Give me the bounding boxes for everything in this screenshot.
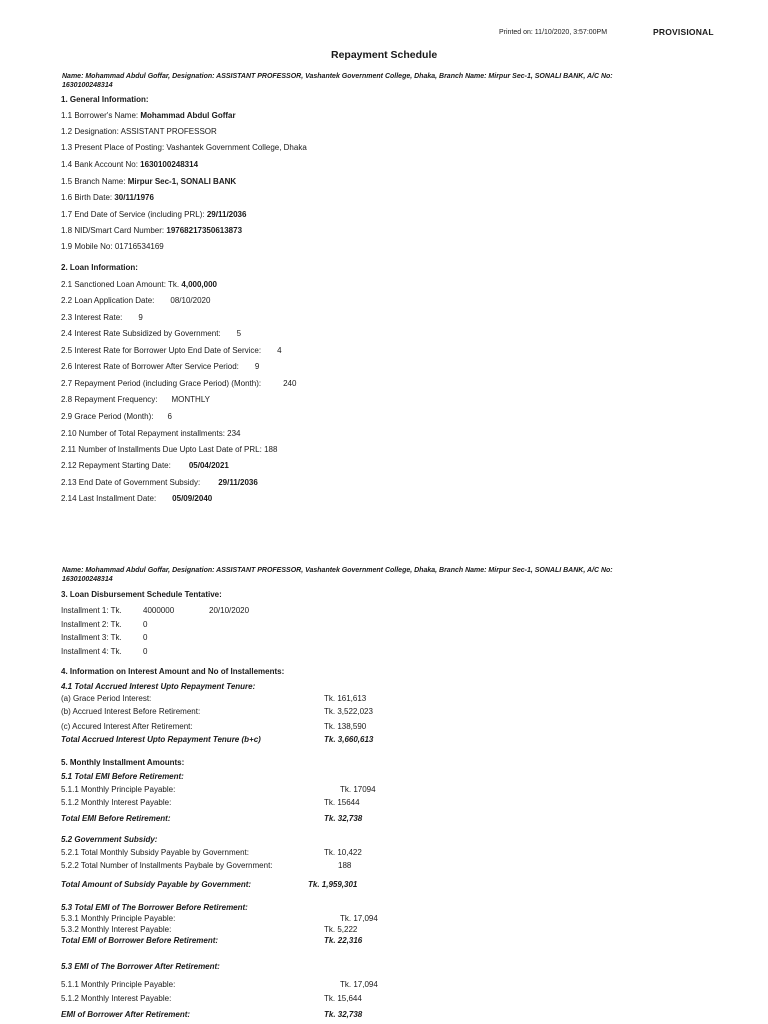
installment-amount: 0 (143, 620, 148, 629)
loan-info-row (61, 461, 229, 471)
interest-total-value: Tk. 3,660,613 (324, 735, 374, 744)
loan-info-label: 2.2 Loan Application Date: (61, 296, 155, 305)
general-info-label: 1.4 Bank Account No: (61, 160, 141, 169)
installment-label: Installment 2: Tk. (61, 620, 122, 629)
disbursement-heading: 3. Loan Disbursement Schedule Tentative: (61, 590, 222, 599)
loan-info-row (61, 379, 296, 389)
emi-total-label: Total Amount of Subsidy Payable by Government: (61, 880, 252, 889)
loan-info-value: 4 (277, 346, 282, 355)
loan-info-value: 4,000,000 (181, 280, 217, 289)
loan-info-value: 6 (167, 412, 172, 421)
loan-info-row (61, 478, 258, 488)
loan-info-label: 2.1 Sanctioned Loan Amount: Tk. (61, 280, 182, 289)
loan-info-value: 240 (283, 379, 297, 388)
emi-row-label: 5.1.2 Monthly Interest Payable: (61, 798, 172, 807)
installment-label: Installment 3: Tk. (61, 633, 122, 642)
installment-label: Installment 4: Tk. (61, 647, 122, 656)
general-info-row (61, 226, 242, 236)
loan-info-value: 9 (254, 362, 260, 371)
emi-row-label: 5.3.2 Monthly Interest Payable: (61, 925, 172, 934)
general-info-row (61, 193, 154, 203)
loan-info-value: 9 (138, 313, 143, 322)
provisional-label: PROVISIONAL (653, 27, 714, 37)
general-info-row (61, 127, 217, 137)
emi-total-value: Tk. 32,738 (324, 1010, 363, 1019)
installment-label: Installment 1: Tk. (61, 606, 122, 615)
borrower-summary-line-2: Name: Mohammad Abdul Goffar, Designation: ASSISTANT PROFESSOR, Vashantek Government College, Dhaka, Branch Name: Mirpur Sec-1, SONALI BANK, A/C No: 1630100248314 (62, 567, 613, 583)
general-info-value: ASSISTANT PROFESSOR (120, 127, 217, 136)
emi-row-value: 188 (338, 861, 352, 870)
emi-row-label: 5.1.2 Monthly Interest Payable: (61, 994, 172, 1003)
emi-row-value: Tk. 17094 (340, 785, 376, 794)
general-info-value: 29/11/2036 (206, 210, 247, 219)
loan-info-label: 2.12 Repayment Starting Date: (61, 461, 171, 470)
emi-heading: 5. Monthly Installment Amounts: (61, 758, 185, 767)
loan-info-value: MONTHLY (171, 395, 211, 404)
loan-info-label: 2.13 End Date of Government Subsidy: (61, 478, 201, 487)
general-info-label: 1.9 Mobile No: (61, 242, 115, 251)
general-info-label: 1.8 NID/Smart Card Number: (61, 226, 167, 235)
general-info-value: Vashantek Government College, Dhaka (166, 143, 307, 152)
loan-info-label: 2.10 Number of Total Repayment installments: (61, 429, 228, 438)
emi-total-value: Tk. 22,316 (324, 936, 363, 945)
interest-row-value: Tk. 3,522,023 (324, 707, 373, 716)
emi-total-label: EMI of Borrower After Retirement: (61, 1010, 191, 1019)
emi-row-value: Tk. 5,222 (324, 925, 358, 934)
general-info-label: 1.7 End Date of Service (including PRL): (61, 210, 207, 219)
borrower-summary-line: Name: Mohammad Abdul Goffar, Designation: ASSISTANT PROFESSOR, Vashantek Government College, Dhaka, Branch Name: Mirpur Sec-1, SONALI BANK, A/C No: 1630100248314 (62, 73, 613, 89)
loan-info-row (61, 313, 143, 323)
general-info-row (61, 160, 198, 170)
loan-info-row (61, 429, 241, 439)
installment-amount: 0 (143, 633, 148, 642)
loan-info-row (61, 329, 241, 339)
loan-info-label: 2.8 Repayment Frequency: (61, 395, 158, 404)
emi-row-value: Tk. 10,422 (324, 848, 362, 857)
loan-info-value: 05/04/2021 (188, 461, 229, 470)
general-info-row (61, 210, 246, 220)
interest-row-label: (b) Accrued Interest Before Retirement: (61, 707, 201, 716)
emi-total-label: Total EMI Before Retirement: (61, 814, 171, 823)
general-info-value: 19768217350613873 (166, 226, 243, 235)
loan-info-row (61, 346, 282, 356)
loan-info-label: 2.7 Repayment Period (including Grace Period) (Month): (61, 379, 262, 388)
general-info-value: 01716534169 (114, 242, 164, 251)
loan-info-label: 2.3 Interest Rate: (61, 313, 123, 322)
loan-info-label: 2.6 Interest Rate of Borrower After Service Period: (61, 362, 239, 371)
loan-info-row (61, 412, 172, 422)
printed-on: Printed on: 11/10/2020, 3:57:00PM (499, 29, 608, 36)
interest-row-value: Tk. 138,590 (324, 722, 367, 731)
loan-info-row (61, 362, 259, 372)
general-info-value: 1630100248314 (140, 160, 199, 169)
loan-info-row (61, 494, 212, 504)
installment-amount: 4000000 (143, 606, 175, 615)
emi-row-label: 5.3.1 Monthly Principle Payable: (61, 914, 176, 923)
loan-info-label: 2.11 Number of Installments Due Upto Last Date of PRL: (61, 445, 265, 454)
emi-subheading: 5.3 Total EMI of The Borrower Before Retirement: (61, 903, 248, 912)
interest-row-label: (c) Accured Interest After Retirement: (61, 722, 193, 731)
emi-row-value: Tk. 17,094 (340, 980, 378, 989)
general-info-label: 1.2 Designation: (61, 127, 121, 136)
emi-total-label: Total EMI of Borrower Before Retirement: (61, 936, 219, 945)
interest-row-label: (a) Grace Period Interest: (61, 694, 152, 703)
general-info-row (61, 177, 236, 187)
installment-amount: 0 (143, 647, 148, 656)
emi-row-label: 5.1.1 Monthly Principle Payable: (61, 785, 176, 794)
general-info-value: Mohammad Abdul Goffar (140, 111, 236, 120)
emi-total-value: Tk. 1,959,301 (308, 880, 358, 889)
emi-row-value: Tk. 17,094 (340, 914, 378, 923)
general-info-label: 1.1 Borrower's Name: (61, 111, 141, 120)
emi-row-label: 5.2.2 Total Number of Installments Paybale by Government: (61, 861, 273, 870)
general-info-label: 1.6 Birth Date: (61, 193, 115, 202)
loan-info-label: 2.5 Interest Rate for Borrower Upto End Date of Service: (61, 346, 262, 355)
emi-row-label: 5.1.1 Monthly Principle Payable: (61, 980, 176, 989)
loan-info-value: 08/10/2020 (170, 296, 211, 305)
emi-subheading: 5.1 Total EMI Before Retirement: (61, 772, 184, 781)
general-info-value: 30/11/1976 (114, 193, 154, 202)
loan-info-value: 234 (227, 429, 241, 438)
loan-info-row (61, 296, 210, 306)
emi-subheading: 5.3 EMI of The Borrower After Retirement: (61, 962, 220, 971)
emi-subheading: 5.2 Government Subsidy: (61, 835, 158, 844)
interest-heading: 4. Information on Interest Amount and No of Installements: (61, 667, 285, 676)
loan-info-label: 2.14 Last Installment Date: (61, 494, 157, 503)
interest-total-label: Total Accrued Interest Upto Repayment Tenure (b+c) (61, 735, 261, 744)
loan-info-row (61, 445, 277, 455)
general-info-label: 1.3 Present Place of Posting: (61, 143, 167, 152)
general-info-heading: 1. General Information: (61, 95, 149, 104)
page-title: Repayment Schedule (331, 49, 438, 61)
emi-total-value: Tk. 32,738 (324, 814, 363, 823)
emi-row-label: 5.2.1 Total Monthly Subsidy Payable by Government: (61, 848, 249, 857)
general-info-row (61, 143, 307, 153)
loan-info-label: 2.4 Interest Rate Subsidized by Government: (61, 329, 221, 338)
interest-subheading: 4.1 Total Accrued Interest Upto Repayment Tenure: (61, 682, 256, 691)
loan-info-value: 29/11/2036 (218, 478, 258, 487)
installment-date: 20/10/2020 (209, 606, 250, 615)
emi-row-value: Tk. 15,644 (324, 994, 362, 1003)
loan-info-value: 188 (264, 445, 278, 454)
general-info-value: Mirpur Sec-1, SONALI BANK (127, 177, 237, 186)
loan-info-value: 5 (236, 329, 242, 338)
interest-row-value: Tk. 161,613 (324, 694, 367, 703)
loan-info-heading: 2. Loan Information: (61, 263, 138, 272)
loan-info-row (61, 280, 217, 290)
general-info-label: 1.5 Branch Name: (61, 177, 128, 186)
general-info-row (61, 111, 236, 121)
loan-info-value: 05/09/2040 (172, 494, 213, 503)
emi-row-value: Tk. 15644 (324, 798, 360, 807)
loan-info-row (61, 395, 210, 405)
loan-info-label: 2.9 Grace Period (Month): (61, 412, 154, 421)
general-info-row (61, 242, 164, 252)
